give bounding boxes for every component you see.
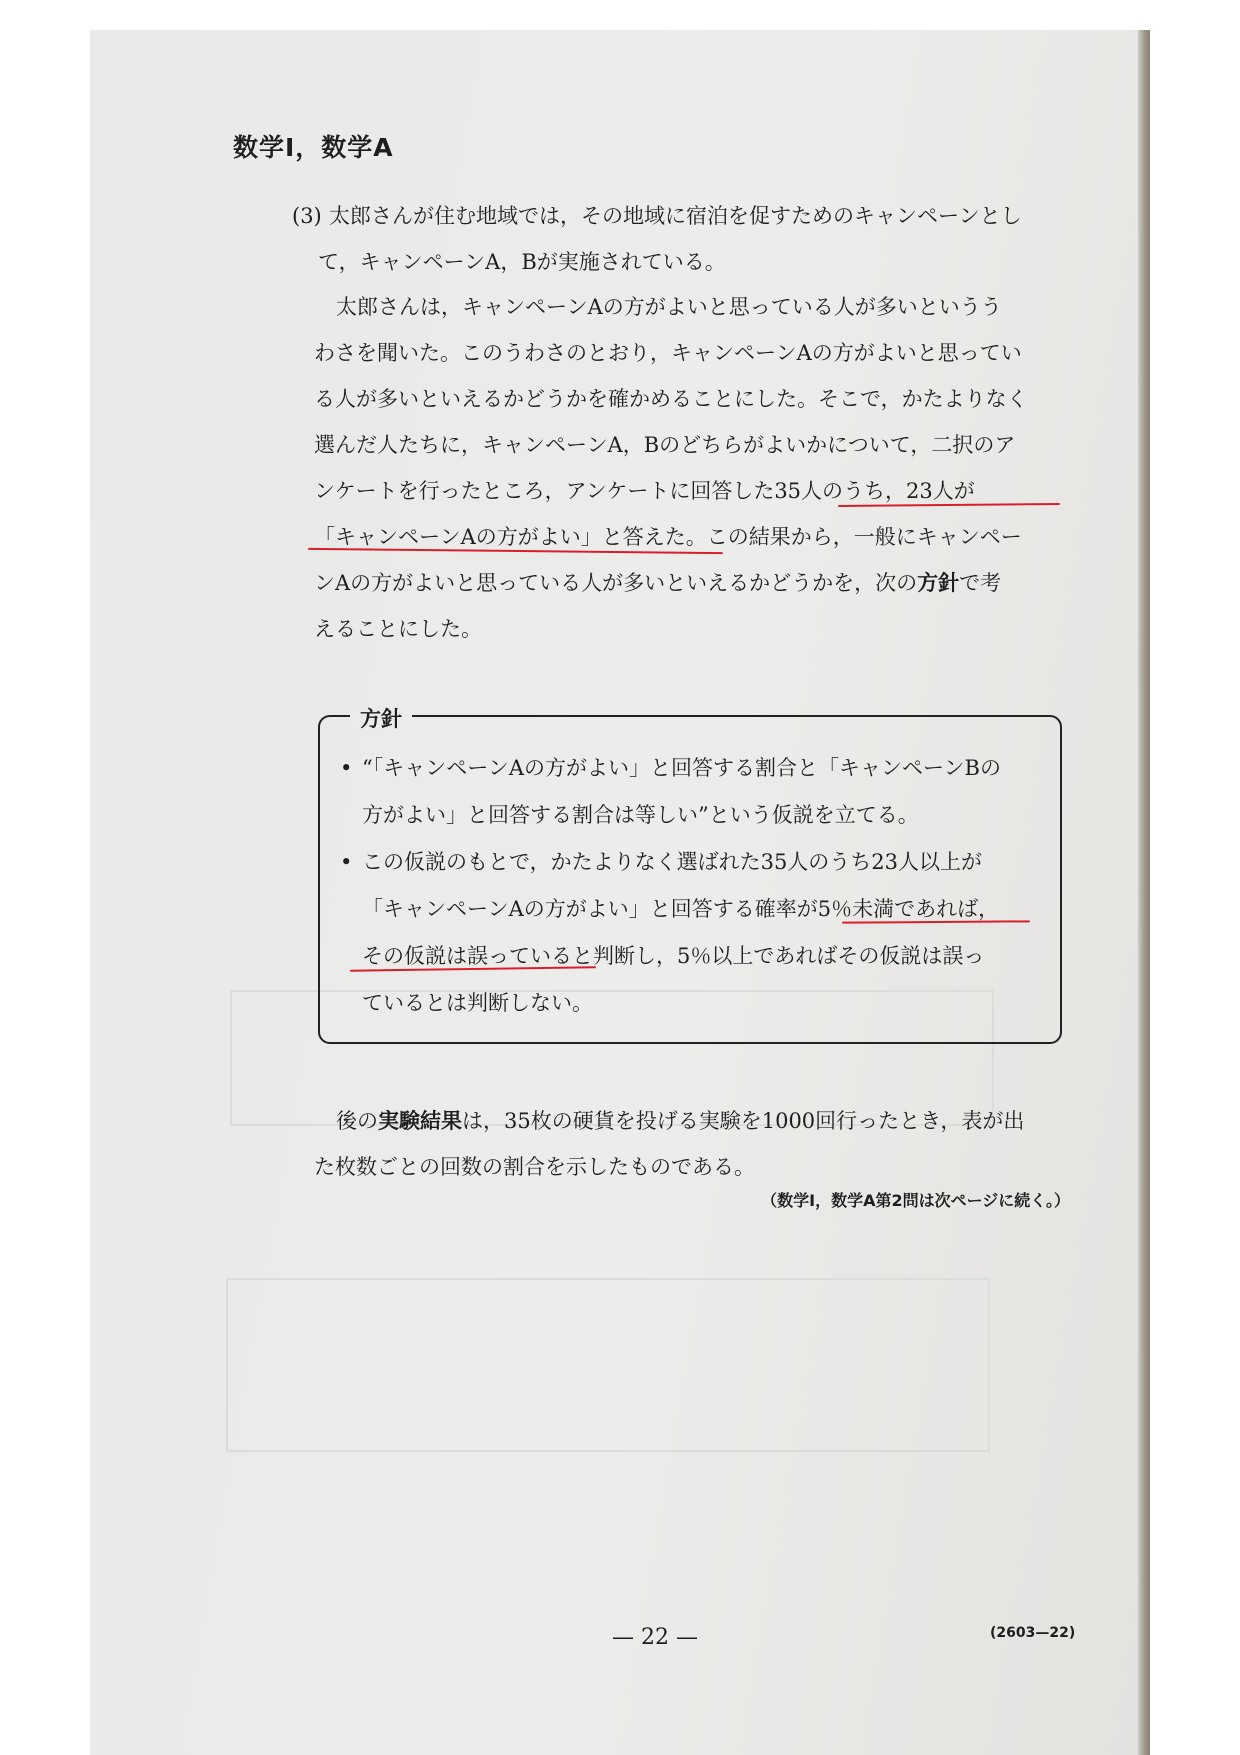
experiment-post: は，35枚の硬貨を投げる実験を1000回行ったとき，表が出: [462, 1109, 1025, 1133]
body-line: 「キャンペーンAの方がよい」と答えた。この結果から，一般にキャンペー: [314, 525, 1022, 549]
policy-bullets: [340, 745, 1001, 1027]
bullet-icon: •: [340, 756, 353, 780]
body-line: る人が多いといえるかどうかを確かめることにした。そこで，かたよりなく: [314, 387, 1028, 411]
body-line: 太郎さんは，キャンペーンAの方がよいと思っている人が多いというう: [336, 295, 1002, 319]
bullet-text: その仮説は誤っていると判断し，5％以上であればその仮説は誤っ: [362, 944, 985, 968]
bleed-through-box: [226, 1278, 990, 1452]
page-title: 数学Ⅰ，数学A: [233, 133, 394, 162]
continue-note: （数学Ⅰ，数学A第2問は次ページに続く。）: [761, 1191, 1070, 1210]
bullet-text: 方がよい」と回答する割合は等しい”という仮説を立てる。: [362, 803, 919, 827]
problem-intro: [292, 193, 1022, 285]
body-line: [314, 560, 1028, 606]
body-line: わさを聞いた。このうわさのとおり，キャンペーンAの方がよいと思ってい: [314, 341, 1022, 365]
policy-title: 方針: [350, 706, 412, 732]
page-edge-shadow: [1138, 30, 1150, 1755]
page-number: — 22 —: [612, 1625, 698, 1650]
experiment-line: [314, 1098, 1024, 1144]
bullet-item: [340, 839, 1001, 886]
bullet-text: この仮説のもとで，かたよりなく選ばれた35人のうち23人以上が: [362, 850, 983, 874]
bullet-icon: •: [340, 850, 353, 874]
body-line-text: ンAの方がよいと思っている人が多いといえるかどうかを，次の: [314, 571, 918, 595]
policy-term: 方針: [917, 571, 960, 595]
body-line: えることにした。: [314, 617, 482, 641]
body-line: 選んだ人たちに，キャンペーンA，Bのどちらがよいかについて，二択のア: [314, 433, 1016, 457]
exam-code: (2603—22): [990, 1625, 1076, 1641]
problem-number: (3): [292, 204, 322, 228]
experiment-pre: 後の: [336, 1109, 378, 1133]
body-line: ンケートを行ったところ，アンケートに回答した35人のうち，23人が: [314, 479, 975, 503]
bullet-text: “「キャンペーンAの方がよい」と回答する割合と「キャンペーンBの: [362, 756, 1001, 780]
body-line-end: で考: [959, 571, 1002, 595]
intro-line: て，キャンペーンA，Bが実施されている。: [318, 250, 726, 274]
intro-line: 太郎さんが住む地域では，その地域に宿泊を促すためのキャンペーンとし: [329, 204, 1022, 228]
experiment-line: た枚数ごとの回数の割合を示したものである。: [314, 1155, 755, 1179]
bullet-item: [340, 745, 1001, 792]
problem-body: [314, 284, 1028, 652]
bullet-text: ているとは判断しない。: [362, 991, 593, 1015]
experiment-text: [314, 1098, 1024, 1190]
bullet-text: 「キャンペーンAの方がよい」と回答する確率が5％未満であれば，: [362, 897, 1000, 921]
experiment-term: 実験結果: [378, 1109, 462, 1133]
